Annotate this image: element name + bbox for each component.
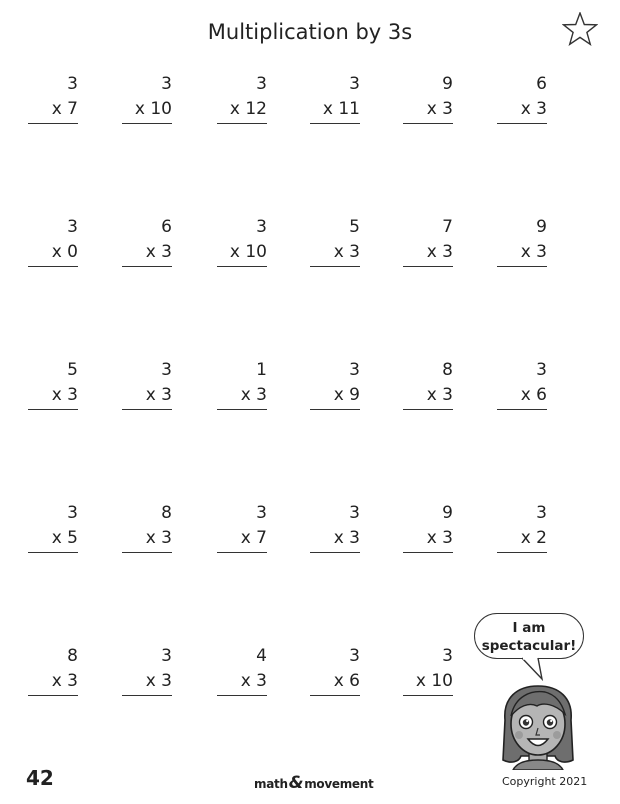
problem-multiplier: x 3 [310, 240, 360, 267]
problem-multiplier: x 3 [403, 383, 453, 410]
problem-top-number: 3 [349, 74, 360, 94]
problem-top-number: 3 [536, 360, 547, 380]
problem-top-number: 9 [442, 503, 453, 523]
multiplication-problem [497, 72, 547, 124]
problem-multiplier: x 3 [403, 97, 453, 124]
problem-top-number: 3 [161, 74, 172, 94]
problem-multiplier: x 3 [122, 526, 172, 553]
girl-character-icon [495, 680, 581, 770]
problem-top-number: 3 [256, 503, 267, 523]
problem-top-number: 7 [442, 217, 453, 237]
problem-multiplier: x 3 [122, 669, 172, 696]
problem-multiplier: x 9 [310, 383, 360, 410]
problem-top-number: 1 [256, 360, 267, 380]
speech-bubble-tail [520, 657, 548, 681]
problem-multiplier: x 3 [122, 240, 172, 267]
problem-top-number: 8 [67, 646, 78, 666]
multiplication-problem [310, 72, 360, 124]
multiplication-problem [403, 358, 453, 410]
multiplication-problem [28, 215, 78, 267]
multiplication-problem [217, 501, 267, 553]
problem-multiplier: x 10 [403, 669, 453, 696]
problem-multiplier: x 3 [28, 669, 78, 696]
problem-multiplier: x 10 [217, 240, 267, 267]
problem-multiplier: x 10 [122, 97, 172, 124]
problem-top-number: 3 [349, 360, 360, 380]
multiplication-problem [310, 215, 360, 267]
problem-multiplier: x 5 [28, 526, 78, 553]
brand-logo [254, 773, 373, 793]
multiplication-problem [403, 215, 453, 267]
problem-multiplier: x 12 [217, 97, 267, 124]
problem-multiplier: x 7 [217, 526, 267, 553]
multiplication-problem [122, 644, 172, 696]
problem-top-number: 3 [67, 217, 78, 237]
star-outline-icon [562, 12, 598, 46]
problem-multiplier: x 0 [28, 240, 78, 267]
multiplication-problem [28, 501, 78, 553]
problem-top-number: 3 [256, 217, 267, 237]
multiplication-problem [28, 644, 78, 696]
problem-top-number: 3 [67, 74, 78, 94]
problem-top-number: 6 [536, 74, 547, 94]
problem-top-number: 3 [67, 503, 78, 523]
page-number: 42 [26, 766, 54, 790]
multiplication-problem [310, 358, 360, 410]
speech-bubble-line: spectacular! [481, 638, 577, 654]
brand-ampersand: & [288, 773, 304, 793]
multiplication-problem [217, 72, 267, 124]
copyright-text: Copyright 2021 [502, 775, 588, 788]
problem-multiplier: x 6 [310, 669, 360, 696]
problem-top-number: 3 [161, 646, 172, 666]
multiplication-problem [217, 358, 267, 410]
problem-multiplier: x 6 [497, 383, 547, 410]
problem-top-number: 8 [161, 503, 172, 523]
problem-multiplier: x 3 [28, 383, 78, 410]
problem-multiplier: x 3 [217, 669, 267, 696]
multiplication-problem [403, 501, 453, 553]
problem-top-number: 5 [349, 217, 360, 237]
problem-top-number: 4 [256, 646, 267, 666]
multiplication-problem [497, 358, 547, 410]
problem-top-number: 3 [256, 74, 267, 94]
problem-top-number: 3 [161, 360, 172, 380]
brand-text-left: math [254, 777, 288, 791]
multiplication-problem [310, 644, 360, 696]
problem-multiplier: x 3 [403, 526, 453, 553]
problem-multiplier: x 11 [310, 97, 360, 124]
problem-top-number: 9 [536, 217, 547, 237]
problem-multiplier: x 3 [217, 383, 267, 410]
problem-top-number: 5 [67, 360, 78, 380]
speech-bubble-line: I am [512, 620, 546, 636]
problem-top-number: 8 [442, 360, 453, 380]
problem-multiplier: x 3 [403, 240, 453, 267]
problem-top-number: 6 [161, 217, 172, 237]
multiplication-problem [497, 501, 547, 553]
multiplication-problem [217, 644, 267, 696]
multiplication-problem [310, 501, 360, 553]
problem-top-number: 3 [349, 646, 360, 666]
worksheet-title: Multiplication by 3s [207, 20, 413, 44]
problem-multiplier: x 3 [497, 240, 547, 267]
problem-multiplier: x 7 [28, 97, 78, 124]
multiplication-problem [403, 644, 453, 696]
problem-multiplier: x 2 [497, 526, 547, 553]
problem-top-number: 3 [349, 503, 360, 523]
brand-text-right: movement [304, 777, 374, 791]
multiplication-problem [28, 72, 78, 124]
problem-top-number: 9 [442, 74, 453, 94]
multiplication-problem [122, 72, 172, 124]
multiplication-problem [122, 501, 172, 553]
problem-multiplier: x 3 [122, 383, 172, 410]
multiplication-problem [217, 215, 267, 267]
problem-multiplier: x 3 [310, 526, 360, 553]
problem-top-number: 3 [442, 646, 453, 666]
problem-multiplier: x 3 [497, 97, 547, 124]
multiplication-problem [28, 358, 78, 410]
multiplication-problem [497, 215, 547, 267]
problem-top-number: 3 [536, 503, 547, 523]
multiplication-problem [122, 215, 172, 267]
multiplication-problem [122, 358, 172, 410]
speech-bubble [474, 613, 584, 659]
multiplication-problem [403, 72, 453, 124]
